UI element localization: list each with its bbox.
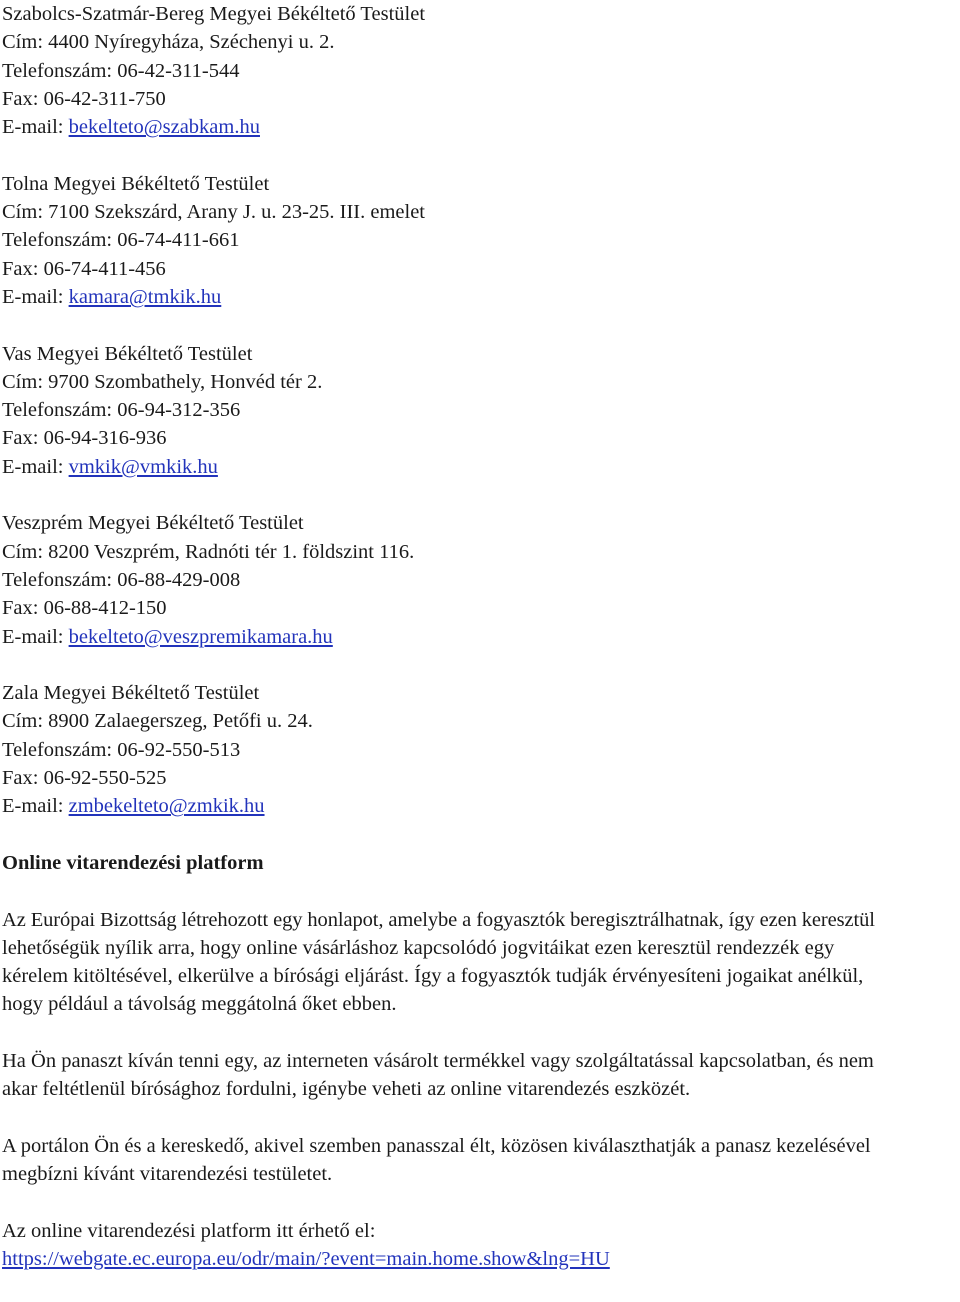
contact-block <box>2 0 960 141</box>
paragraph-line: akar feltétlenül bírósághoz fordulni, igénybe veheti az online vitarendezés eszközét. <box>2 1078 691 1101</box>
contact-address: Cím: 7100 Szekszárd, Arany J. u. 23-25. III. emelet <box>2 201 426 224</box>
contact-name: Veszprém Megyei Békéltető Testület <box>2 512 304 535</box>
paragraph-line: Az Európai Bizottság létrehozott egy honlapot, amelybe a fogyasztók beregisztrálhatnak, így ezen keresztül <box>2 908 875 931</box>
email-link[interactable]: bekelteto@veszpremikamara.hu <box>68 625 333 648</box>
contact-email-line <box>2 283 960 311</box>
paragraph-portal <box>2 1132 960 1189</box>
contact-fax: Fax: 06-88-412-150 <box>2 597 167 620</box>
section-heading: Online vitarendezési platform <box>2 851 264 874</box>
email-label: E-mail: <box>2 116 69 139</box>
contact-email-line <box>2 792 960 820</box>
paragraph-line: A portálon Ön és a kereskedő, akivel szemben panasszal élt, közösen kiválaszthatják a panasz kezelésével <box>2 1134 871 1157</box>
email-label: E-mail: <box>2 625 69 648</box>
paragraph-line: kérelem kitöltésével, elkerülve a bírósági eljárást. Így a fogyasztók tudják érvényesíteni jogaikat anélkül, <box>2 965 864 988</box>
contact-address: Cím: 8900 Zalaegerszeg, Petőfi u. 24. <box>2 710 313 733</box>
contact-address: Cím: 8200 Veszprém, Radnóti tér 1. földszint 116. <box>2 540 415 563</box>
email-label: E-mail: <box>2 455 69 478</box>
contact-block <box>2 340 960 481</box>
paragraph-line: Ha Ön panaszt kíván tenni egy, az interneten vásárolt termékkel vagy szolgáltatással kapcsolatban, és nem <box>2 1049 874 1072</box>
email-link[interactable]: vmkik@vmkik.hu <box>68 455 218 478</box>
contact-name: Szabolcs-Szatmár-Bereg Megyei Békéltető Testület <box>2 3 426 25</box>
email-link[interactable]: zmbekelteto@zmkik.hu <box>68 795 265 818</box>
contact-email-line <box>2 113 960 141</box>
contact-phone: Telefonszám: 06-88-429-008 <box>2 568 241 591</box>
contact-block <box>2 679 960 820</box>
email-link[interactable]: kamara@tmkik.hu <box>68 285 222 308</box>
contact-block <box>2 170 960 311</box>
contact-email-line <box>2 453 960 481</box>
contact-name: Vas Megyei Békéltető Testület <box>2 342 253 365</box>
contact-name: Zala Megyei Békéltető Testület <box>2 682 260 705</box>
paragraph-line: lehetőségük nyílik arra, hogy online vásárláshoz kapcsolódó jogvitáikat ezen keresztül rendezzék egy <box>2 936 835 959</box>
platform-link-line <box>2 1245 960 1273</box>
contact-address: Cím: 9700 Szombathely, Honvéd tér 2. <box>2 370 323 393</box>
contact-phone: Telefonszám: 06-42-311-544 <box>2 59 240 82</box>
contact-fax: Fax: 06-74-411-456 <box>2 257 166 280</box>
paragraph-line: hogy például a távolság meggátolná őket ebben. <box>2 993 397 1016</box>
paragraph-complaint <box>2 1047 960 1104</box>
contact-name: Tolna Megyei Békéltető Testület <box>2 172 270 195</box>
paragraph-line: Az online vitarendezési platform itt érhető el: <box>2 1219 376 1242</box>
contact-phone: Telefonszám: 06-92-550-513 <box>2 738 241 761</box>
contact-fax: Fax: 06-94-316-936 <box>2 427 167 450</box>
paragraph-platform-link <box>2 1217 960 1274</box>
contact-email-line <box>2 623 960 651</box>
email-label: E-mail: <box>2 285 69 308</box>
contact-fax: Fax: 06-42-311-750 <box>2 87 166 110</box>
email-label: E-mail: <box>2 795 69 818</box>
contact-block <box>2 509 960 650</box>
platform-link[interactable]: https://webgate.ec.europa.eu/odr/main/?event=main.home.show&lng=HU <box>2 1248 610 1271</box>
contact-address: Cím: 4400 Nyíregyháza, Széchenyi u. 2. <box>2 31 335 54</box>
paragraph-line: megbízni kívánt vitarendezési testületet. <box>2 1163 333 1186</box>
contact-phone: Telefonszám: 06-94-312-356 <box>2 399 241 422</box>
contact-fax: Fax: 06-92-550-525 <box>2 767 167 790</box>
paragraph-intro <box>2 906 960 1019</box>
contact-phone: Telefonszám: 06-74-411-661 <box>2 229 240 252</box>
email-link[interactable]: bekelteto@szabkam.hu <box>68 116 260 139</box>
